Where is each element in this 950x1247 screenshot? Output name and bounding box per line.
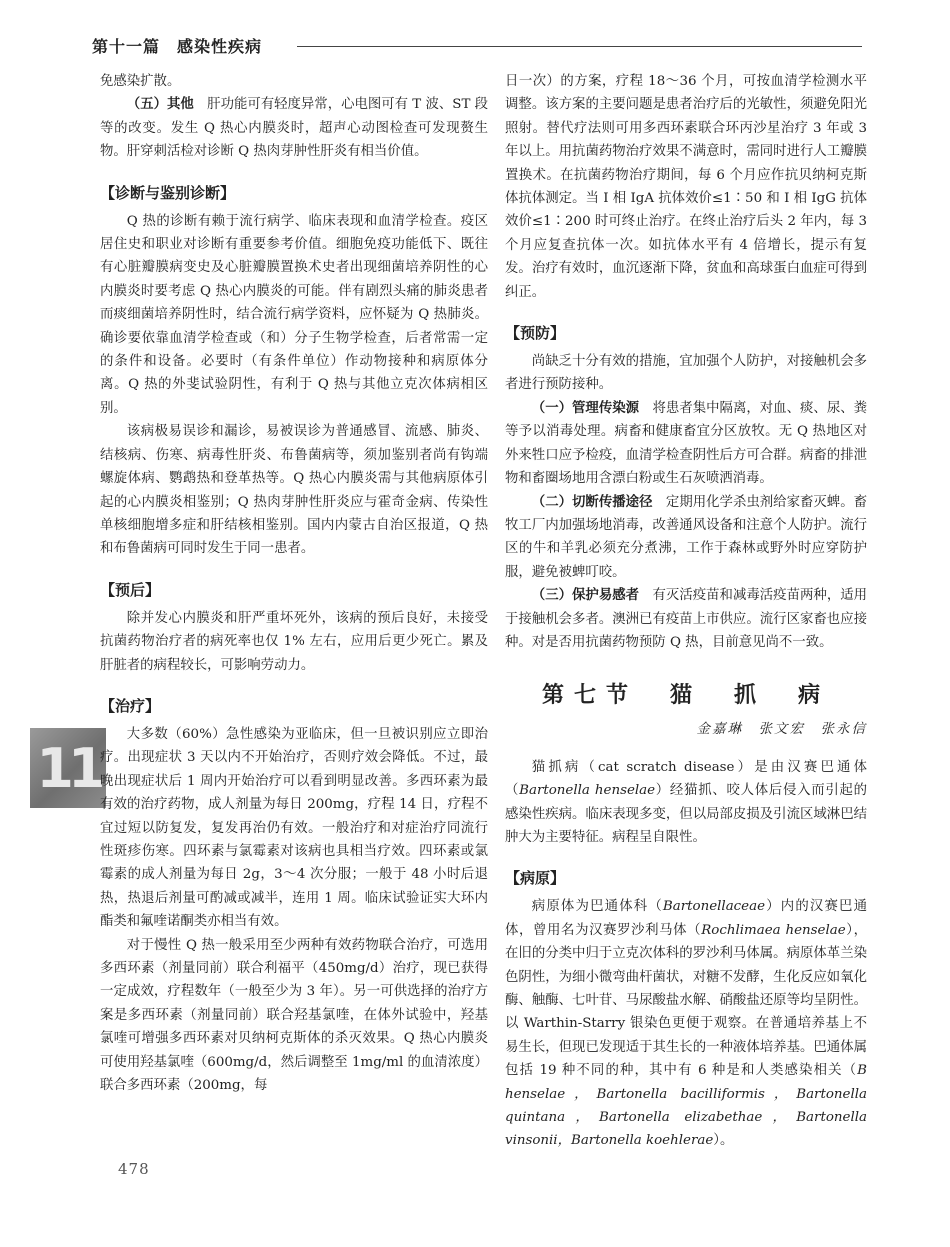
paragraph-text: 将患者集中隔离，对血、痰、尿、粪等予以消毒处理。病畜和健康畜宜分区放牧。无 Q 热地区对外来牲口应予检疫，血清学检查阴性后方可合群。病畜的排泄物和畜圈场地用含漂白粉或生石灰喷洒消毒。: [505, 400, 868, 487]
paragraph: [100, 93, 488, 163]
paragraph: [505, 397, 867, 491]
paragraph: 免感染扩散。: [100, 74, 181, 89]
subheading: （五）其他: [126, 97, 194, 113]
paragraph-text: ），在旧的分类中归于立克次体科的罗沙利马体属。病原体革兰染色阴性，为细小微弯曲杆菌状，对糖不发酵，生化反应如氧化酶、触酶、七叶苷、马尿酸盐水解、硝酸盐还原等均呈阴性。以 Warthin-Starry 银染色更便于观察。在普通培养基上不易生长，但现已发现适于其生长的一种液体培养基。巴通体属包括 19 种不同的种，其中有 6 种是和人类感染相关（: [505, 922, 867, 1079]
running-head: [92, 34, 862, 62]
authors: 金嘉琳 张文宏 张永信: [696, 721, 867, 738]
paragraph: [505, 895, 867, 1152]
paragraph: [505, 491, 867, 585]
paragraph-text: 猫抓病（cat scratch disease）是由汉赛巴通体（: [505, 759, 867, 799]
subheading: （二）切断传播途径: [531, 494, 653, 510]
paragraph-text: 肝功能可有轻度异常，心电图可有 T 波、ST 段等的改变。发生 Q 热心内膜炎时，超声心动图检查可发现赘生物。肝穿刺活检对诊断 Q 热肉芽肿性肝炎有相当价值。: [100, 97, 489, 160]
chapter-tab-number: 11: [36, 736, 100, 800]
section-heading: 【病原】: [505, 869, 566, 888]
paragraph: 日一次）的方案，疗程 18～36 个月，可按血清学检测水平调整。该方案的主要问题是患者治疗后的光敏性，须避免阳光照射。替代疗法则可用多西环素联合环丙沙星治疗 3 年或 3 年以上。用抗菌药物治疗效果不满意时，需同时进行人工瓣膜置换术。在抗菌药物治疗期间，每 6 个月应作抗贝纳柯克斯体抗体测定。当 I 相 IgA 抗体效价≤1∶50 和 I 相 IgG 抗体效价≤1∶200 时可终止治疗。在终止治疗后头 2 年内，每 3 个月应复查抗体一次。如抗体水平有 4 倍增长，提示有复发。治疗有效时，血沉逐渐下降，贫血和高球蛋白血症可得到纠正。: [505, 74, 867, 300]
paragraph: 尚缺乏十分有效的措施，宜加强个人防护，对接触机会多者进行预防接种。: [505, 354, 867, 393]
latin-name: Bartonella henselae: [519, 783, 656, 799]
page-number: 478: [118, 1160, 150, 1178]
paragraph-text: ）内的汉赛巴通体，曾用名为汉赛罗沙利马体（: [505, 899, 868, 938]
paragraph: 大多数（60%）急性感染为亚临床，但一旦被识别应立即治疗。出现症状 3 天以内不开始治疗，否则疗效会降低。不过，最晚出现症状后 1 周内开始治疗可以看到明显改善。多西环素为最有效的治疗药物，成人剂量为每日 200mg，疗程 14 日，疗程不宜过短以防复发，复发再治仍有效。一般治疗和对症治疗同流行性斑疹伤寒。四环素与氯霉素对该病也具相当疗效。四环素或氯霉素的成人剂量为每日 2g，3～4 次分服；一般于 48 小时后退热，热退后剂量可酌减或减半，连用 1 周。临床试验证实大环内酯类和氟喹诺酮类亦相当有效。: [100, 726, 488, 930]
section-heading: 【诊断与鉴别诊断】: [100, 183, 236, 202]
paragraph: 该病极易误诊和漏诊，易被误诊为普通感冒、流感、肺炎、结核病、伤寒、病毒性肝炎、布鲁菌病等，须加鉴别者尚有钩端螺旋体病、鹦鹉热和登革热等。Q 热心内膜炎需与其他病原体引起的心内膜炎相鉴别；Q 热肉芽肿性肝炎应与霍奇金病、传染性单核细胞增多症和肝结核相鉴别。国内内蒙古自治区报道，Q 热和布鲁菌病可同时发生于同一患者。: [100, 424, 488, 557]
section-heading: 【治疗】: [100, 696, 161, 715]
section-title: 第七节 猫 抓 病: [541, 682, 830, 709]
paragraph-text: 有灭活疫苗和减毒活疫苗两种，适用于接触机会多者。澳洲已有疫苗上市供应。流行区家畜也应接种。对是否用抗菌药物预防 Q 热，目前意见尚不一致。: [505, 588, 868, 650]
running-head-title: 第十一篇 感染性疾病: [92, 37, 263, 56]
paragraph: Q 热的诊断有赖于流行病学、临床表现和血清学检查。疫区居住史和职业对诊断有重要参考价值。细胞免疫功能低下、既往有心脏瓣膜病变史及心脏瓣膜置换术史者出现细菌培养阴性的心内膜炎时要考虑 Q 热心内膜炎的可能。伴有剧烈头痛的肺炎患者而痰细菌培养阴性时，结合流行病学资料，应怀疑为 Q 热肺炎。确诊要依靠血清学检查或（和）分子生物学检查，后者常需一定的条件和设备。必要时（有条件单位）作动物接种和病原体分离。Q 热的外斐试验阴性，有利于 Q 热与其他立克次体病相区别。: [100, 213, 488, 416]
subheading: （一）管理传染源: [531, 400, 640, 416]
subheading: （三）保护易感者: [531, 588, 640, 604]
paragraph: 对于慢性 Q 热一般采用至少两种有效药物联合治疗，可选用多西环素（剂量同前）联合利福平（450mg/d）治疗，现已获得一定成效，疗程数年（一般至少为 3 年）。另一可供选择的治疗方案是多西环素（剂量同前）联合羟基氯喹，在体外试验中，羟基氯喹可增强多西环素对贝纳柯克斯体的杀灭效果。Q 热心内膜炎可使用羟基氯喹（600mg/d，然后调整至 1mg/ml 的血清浓度）联合多西环素（200mg，每: [100, 937, 488, 1094]
latin-name: Bartonellaceae: [662, 899, 766, 915]
paragraph: [505, 756, 867, 850]
section-heading: 【预后】: [100, 580, 161, 599]
paragraph: [505, 584, 867, 654]
latin-name: Rochlimaea henselae: [701, 922, 846, 938]
left-column: [100, 70, 488, 1097]
paragraph: 除并发心内膜炎和肝严重坏死外，该病的预后良好，未接受抗菌药物治疗者的病死率也仅 1% 左右，应用后更少死亡。累及肝脏者的病程较长，可影响劳动力。: [100, 610, 488, 673]
right-column: [505, 70, 867, 1153]
paragraph-text: 病原体为巴通体科（: [531, 899, 663, 915]
paragraph-text: ）经猫抓、咬人体后侵入而引起的感染性疾病。临床表现多变，但以局部皮损及引流区域淋巴结肿大为主要特征。病程呈自限性。: [505, 783, 868, 845]
header-rule: [297, 46, 862, 47]
latin-name: B henselae，Bartonella bacilliformis，Bartonella quintana，Bartonella elizabethae，Bartonella vinsonii，Bartonella koehlerae: [505, 1063, 867, 1149]
paragraph-text: 定期用化学杀虫剂给家畜灭蜱。畜牧工厂内加强场地消毒，改善通风设备和注意个人防护。流行区的牛和羊乳必须充分煮沸，工作于森林或野外时应穿防护服，避免被蜱叮咬。: [505, 494, 868, 580]
paragraph-text: ）。: [713, 1133, 734, 1149]
section-heading: 【预防】: [505, 324, 566, 343]
chapter-tab: [30, 728, 106, 808]
